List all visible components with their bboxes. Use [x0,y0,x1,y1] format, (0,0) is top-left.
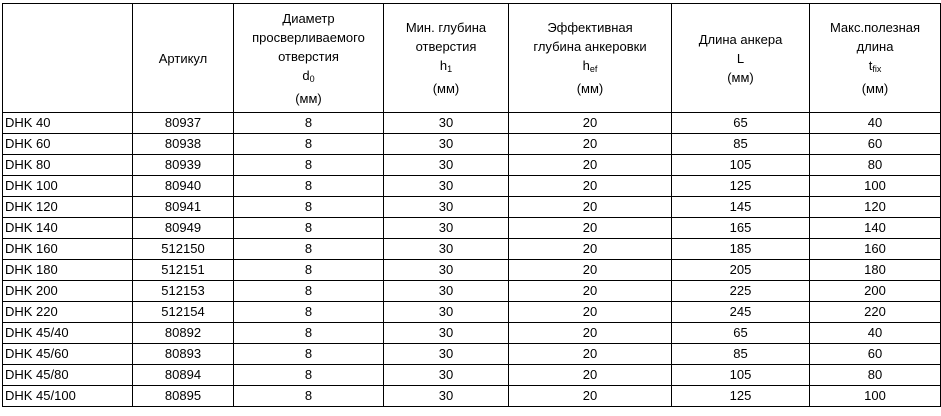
drill-diameter-column-header [234,4,384,113]
header-symbol-letter: h [439,58,448,73]
table-cell: 80941 [133,197,234,218]
table-cell: 80937 [133,113,234,134]
table-cell: 20 [509,323,672,344]
table-cell: 8 [234,239,384,260]
table-cell: 100 [810,176,941,197]
table-cell: 125 [672,386,810,407]
table-cell: DHK 45/60 [3,344,133,365]
table-cell: 185 [672,239,810,260]
table-row [3,323,941,344]
table-cell: 20 [509,260,672,281]
table-cell: 8 [234,323,384,344]
max-useful-length-column-header [810,4,941,113]
table-cell: 30 [384,302,509,323]
table-cell: 145 [672,197,810,218]
header-symbol-subscript: ef [589,64,598,74]
anchor-length-column-header [672,4,810,113]
table-row [3,386,941,407]
table-row [3,155,941,176]
table-cell: 80892 [133,323,234,344]
header-unit: (мм) [432,81,460,96]
table-cell: 105 [672,155,810,176]
header-text-line: Диаметр [282,10,335,26]
table-cell: 30 [384,281,509,302]
table-cell: 8 [234,386,384,407]
header-symbol [509,56,671,79]
table-cell: 30 [384,176,509,197]
table-cell: 20 [509,365,672,386]
table-cell: 80895 [133,386,234,407]
table-cell: 30 [384,113,509,134]
table-row [3,134,941,155]
table-cell: 85 [672,344,810,365]
anchor-spec-table [2,3,941,407]
table-cell: DHK 45/100 [3,386,133,407]
table-cell: 20 [509,134,672,155]
header-text-line: Длина анкера [698,31,783,47]
table-cell: 8 [234,134,384,155]
table-cell: 85 [672,134,810,155]
table-cell: 20 [509,239,672,260]
table-cell: 20 [509,302,672,323]
table-cell: 30 [384,134,509,155]
table-cell: 80949 [133,218,234,239]
table-cell: 60 [810,134,941,155]
table-cell: 30 [384,365,509,386]
table-cell: 80940 [133,176,234,197]
header-symbol-letter: L [736,50,745,66]
table-cell: 8 [234,197,384,218]
table-cell: DHK 45/80 [3,365,133,386]
table-body [3,113,941,407]
table-row [3,344,941,365]
table-cell: DHK 60 [3,134,133,155]
table-cell: 80 [810,365,941,386]
header-symbol-subscript: fix [872,64,882,74]
table-cell: 40 [810,323,941,344]
table-cell: 140 [810,218,941,239]
table-cell: 180 [810,260,941,281]
table-cell: 105 [672,365,810,386]
table-cell: 8 [234,281,384,302]
table-row [3,218,941,239]
table-cell: 245 [672,302,810,323]
table-cell: 80 [810,155,941,176]
header-text-line: просверливаемого [252,29,365,45]
table-cell: DHK 160 [3,239,133,260]
header-unit: (мм) [861,81,889,96]
header-text-line: длина [856,39,894,54]
header-text-line: Макс.полезная [829,20,921,35]
header-text-line: отверстия [278,48,339,64]
table-row [3,365,941,386]
header-text-line: Артикул [158,50,208,66]
header-text-line: отверстия [415,39,477,54]
table-cell: 65 [672,113,810,134]
table-cell: DHK 140 [3,218,133,239]
min-hole-depth-column-header [384,4,509,113]
table-cell: 30 [384,386,509,407]
table-cell: 30 [384,218,509,239]
table-cell: 8 [234,176,384,197]
table-cell: DHK 200 [3,281,133,302]
header-unit: (мм) [727,69,754,85]
model-column-header [3,4,133,113]
header-symbol-subscript: 1 [447,64,453,74]
table-cell: 200 [810,281,941,302]
table-cell: 30 [384,323,509,344]
header-symbol [672,49,809,68]
table-cell: DHK 220 [3,302,133,323]
table-cell: 80894 [133,365,234,386]
header-text-line: Мин. глубина [405,20,487,35]
table-cell: 30 [384,239,509,260]
table-cell: 30 [384,155,509,176]
table-cell: 80939 [133,155,234,176]
header-text-line: глубина анкеровки [533,39,647,54]
table-cell: 8 [234,302,384,323]
table-cell: 30 [384,260,509,281]
header-symbol-subscript: 0 [309,73,315,84]
header-symbol-letter: t [868,58,873,73]
table-cell: DHK 180 [3,260,133,281]
table-cell: 512150 [133,239,234,260]
table-cell: 30 [384,197,509,218]
table-cell: 220 [810,302,941,323]
table-cell: 8 [234,365,384,386]
table-cell: 160 [810,239,941,260]
table-cell: 8 [234,113,384,134]
table-cell: 20 [509,155,672,176]
header-symbol [234,66,383,89]
table-cell: 20 [509,113,672,134]
table-cell: DHK 40 [3,113,133,134]
table-cell: 65 [672,323,810,344]
table-cell: 512151 [133,260,234,281]
header-symbol-letter: h [582,58,590,73]
table-cell: DHK 80 [3,155,133,176]
table-cell: 100 [810,386,941,407]
table-cell: 512153 [133,281,234,302]
table-cell: DHK 100 [3,176,133,197]
table-cell: 225 [672,281,810,302]
table-row [3,113,941,134]
header-symbol-letter: d [302,67,310,83]
header-unit: (мм) [295,90,322,106]
table-cell: DHK 45/40 [3,323,133,344]
table-row [3,176,941,197]
table-cell: 205 [672,260,810,281]
table-cell: 40 [810,113,941,134]
table-row [3,302,941,323]
header-symbol [810,56,940,79]
table-cell: 60 [810,344,941,365]
table-cell: 512154 [133,302,234,323]
table-cell: 80938 [133,134,234,155]
table-cell: 8 [234,218,384,239]
table-row [3,197,941,218]
table-row [3,281,941,302]
table-cell: 165 [672,218,810,239]
table-cell: 30 [384,344,509,365]
table-cell: 20 [509,344,672,365]
table-cell: 20 [509,281,672,302]
table-cell: DHK 120 [3,197,133,218]
article-column-header [133,4,234,113]
table-cell: 8 [234,260,384,281]
table-cell: 20 [509,218,672,239]
table-cell: 8 [234,344,384,365]
table-cell: 20 [509,197,672,218]
table-cell: 125 [672,176,810,197]
header-row [3,4,941,113]
header-symbol [384,56,508,79]
table-cell: 8 [234,155,384,176]
header-unit: (мм) [576,81,604,96]
table-row [3,260,941,281]
table-cell: 20 [509,386,672,407]
table-cell: 120 [810,197,941,218]
header-text-line: Эффективная [547,20,633,35]
effective-anchoring-depth-column-header [509,4,672,113]
table-row [3,239,941,260]
table-cell: 80893 [133,344,234,365]
table-cell: 20 [509,176,672,197]
